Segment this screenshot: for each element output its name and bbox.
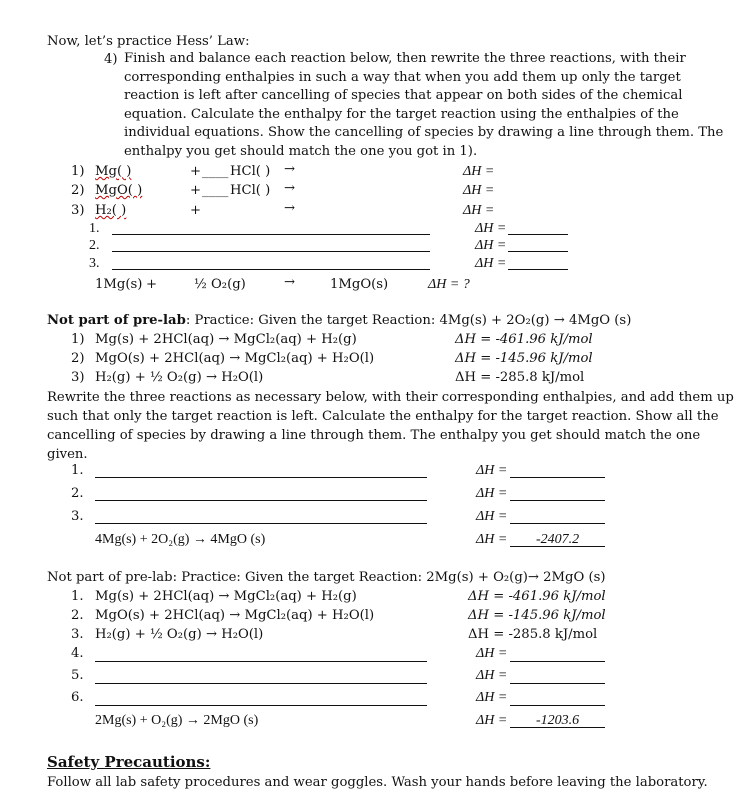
row-number: 5. <box>71 668 84 683</box>
row-number: 3. <box>89 256 100 271</box>
row-number: 2. <box>89 238 100 253</box>
safety-title: Safety Precautions: <box>47 753 211 771</box>
answer-line[interactable] <box>95 683 427 684</box>
enthalpy-answer: -1203.6 <box>536 713 580 728</box>
plus-sign: + <box>190 203 202 218</box>
reaction-number: 2) <box>71 183 85 198</box>
enthalpy-label: ΔH = <box>476 646 508 661</box>
arrow-icon: → <box>284 201 296 216</box>
enthalpy-label: ΔH = <box>476 463 508 478</box>
target-reactant: 1Mg(s) <box>95 277 143 292</box>
arrow-icon: → <box>284 162 296 177</box>
enthalpy-label: ΔH = <box>475 238 507 253</box>
enthalpy-line[interactable] <box>508 234 568 235</box>
enthalpy-line[interactable] <box>510 661 605 662</box>
enthalpy-line[interactable] <box>510 705 605 706</box>
section-title: Not part of pre-lab: Practice: Given the target Reaction: 2Mg(s) + O₂(g)→ 2MgO (s) <box>47 570 606 585</box>
blank: ____ <box>202 164 229 179</box>
reaction-equation: Mg(s) + 2HCl(aq) → MgCl₂(aq) + H₂(g) <box>95 589 357 604</box>
row-number: 1. <box>71 463 84 478</box>
title-bold: Not part of pre-lab <box>47 313 186 328</box>
enthalpy-value: ΔH = -461.96 kJ/mol <box>468 589 606 604</box>
answer-line[interactable] <box>95 523 427 524</box>
reaction-equation: MgO(s) + 2HCl(aq) → MgCl₂(aq) + H₂O(l) <box>95 351 375 366</box>
plus-sign: + <box>190 164 202 179</box>
target-product: 1MgO(s) <box>330 277 389 292</box>
row-number: 1. <box>89 221 100 236</box>
reaction-number: 2) <box>71 351 85 366</box>
enthalpy-label: ΔH = <box>476 532 508 547</box>
instructions: Rewrite the three reactions as necessary below, with their corresponding enthalpies, and add them up such that only the target reaction is left. Calculate the enthalpy for the target reaction. Show all the cancelling of species by drawing a line through them. The enthalpy you get should match the one given. <box>47 390 734 462</box>
title-rest: : Practice: Given the target Reaction: 4Mg(s) + 2O₂(g) → 4MgO (s) <box>185 313 632 328</box>
reactant: MgO( ) <box>95 183 143 198</box>
arrow-icon: → <box>284 181 296 196</box>
enthalpy-label: ΔH = <box>476 690 508 705</box>
reactant: Mg( ) <box>95 164 132 179</box>
answer-line[interactable] <box>95 705 427 706</box>
row-number: 3. <box>71 509 84 524</box>
section-title <box>47 312 631 329</box>
reaction-number: 3) <box>71 370 85 385</box>
enthalpy-value: ΔH = -285.8 kJ/mol <box>468 627 598 642</box>
answer-line[interactable] <box>112 251 430 252</box>
answer-line[interactable] <box>112 234 430 235</box>
enthalpy-label: ΔH = ? <box>428 277 470 292</box>
enthalpy-value: ΔH = -461.96 kJ/mol <box>455 332 593 347</box>
target-reactant: ½ O₂(g) <box>194 277 246 292</box>
safety-text: Follow all lab safety procedures and wear goggles. Wash your hands before leaving the laboratory. <box>47 775 708 790</box>
reaction-number: 1) <box>71 164 85 179</box>
enthalpy-label: ΔH = <box>463 203 495 218</box>
enthalpy-value: ΔH = -145.96 kJ/mol <box>455 351 593 366</box>
enthalpy-label: ΔH = <box>463 164 495 179</box>
blank: ____ <box>202 183 229 198</box>
answer-line[interactable] <box>95 477 427 478</box>
arrow-icon: → <box>284 275 296 290</box>
reaction-number: 1. <box>71 589 84 604</box>
enthalpy-label: ΔH = <box>475 256 507 271</box>
plus-sign: + <box>146 277 158 292</box>
enthalpy-value: ΔH = -285.8 kJ/mol <box>455 370 585 385</box>
enthalpy-line[interactable] <box>510 500 605 501</box>
enthalpy-line[interactable] <box>510 683 605 684</box>
enthalpy-line[interactable] <box>510 523 605 524</box>
reaction-number: 2. <box>71 608 84 623</box>
reactant: H₂( ) <box>95 203 127 218</box>
enthalpy-label: ΔH = <box>476 713 508 728</box>
reactant: HCl( ) <box>230 183 271 198</box>
answer-line[interactable] <box>95 500 427 501</box>
row-number: 2. <box>71 486 84 501</box>
reaction-equation: Mg(s) + 2HCl(aq) → MgCl₂(aq) + H₂(g) <box>95 332 357 347</box>
enthalpy-line[interactable] <box>508 251 568 252</box>
question-number: 4) <box>104 52 118 67</box>
reaction-number: 3. <box>71 627 84 642</box>
enthalpy-value: ΔH = -145.96 kJ/mol <box>468 608 606 623</box>
answer-line[interactable] <box>112 269 430 270</box>
reaction-equation: H₂(g) + ½ O₂(g) → H₂O(l) <box>95 370 264 385</box>
enthalpy-answer: -2407.2 <box>536 532 580 547</box>
row-number: 4. <box>71 646 84 661</box>
enthalpy-line[interactable] <box>510 477 605 478</box>
question-text: Finish and balance each reaction below, then rewrite the three reactions, with their corresponding enthalpies in such a way that when you add them up only the target reaction is left after cancelling of species that appear on both sides of the chemical equation. Calculate the enthalpy for the target reaction using the enthalpies of the individual equations. Show the cancelling of species by drawing a line through them. The enthalpy you get should match the one you got in 1). <box>124 51 724 159</box>
reaction-equation: MgO(s) + 2HCl(aq) → MgCl₂(aq) + H₂O(l) <box>95 608 375 623</box>
reaction-equation: H₂(g) + ½ O₂(g) → H₂O(l) <box>95 627 264 642</box>
enthalpy-line[interactable] <box>508 269 568 270</box>
plus-sign: + <box>190 183 202 198</box>
reaction-number: 1) <box>71 332 85 347</box>
row-number: 6. <box>71 690 84 705</box>
answer-line[interactable] <box>95 661 427 662</box>
enthalpy-label: ΔH = <box>476 668 508 683</box>
enthalpy-label: ΔH = <box>476 486 508 501</box>
enthalpy-label: ΔH = <box>463 183 495 198</box>
reaction-number: 3) <box>71 203 85 218</box>
enthalpy-label: ΔH = <box>475 221 507 236</box>
enthalpy-label: ΔH = <box>476 509 508 524</box>
sum-equation: 2Mg(s) + O₂(g) → 2MgO (s) <box>95 713 259 728</box>
sum-equation: 4Mg(s) + 2O₂(g) → 4MgO (s) <box>95 532 266 547</box>
intro-text: Now, let’s practice Hess’ Law: <box>47 34 250 49</box>
reactant: HCl( ) <box>230 164 271 179</box>
